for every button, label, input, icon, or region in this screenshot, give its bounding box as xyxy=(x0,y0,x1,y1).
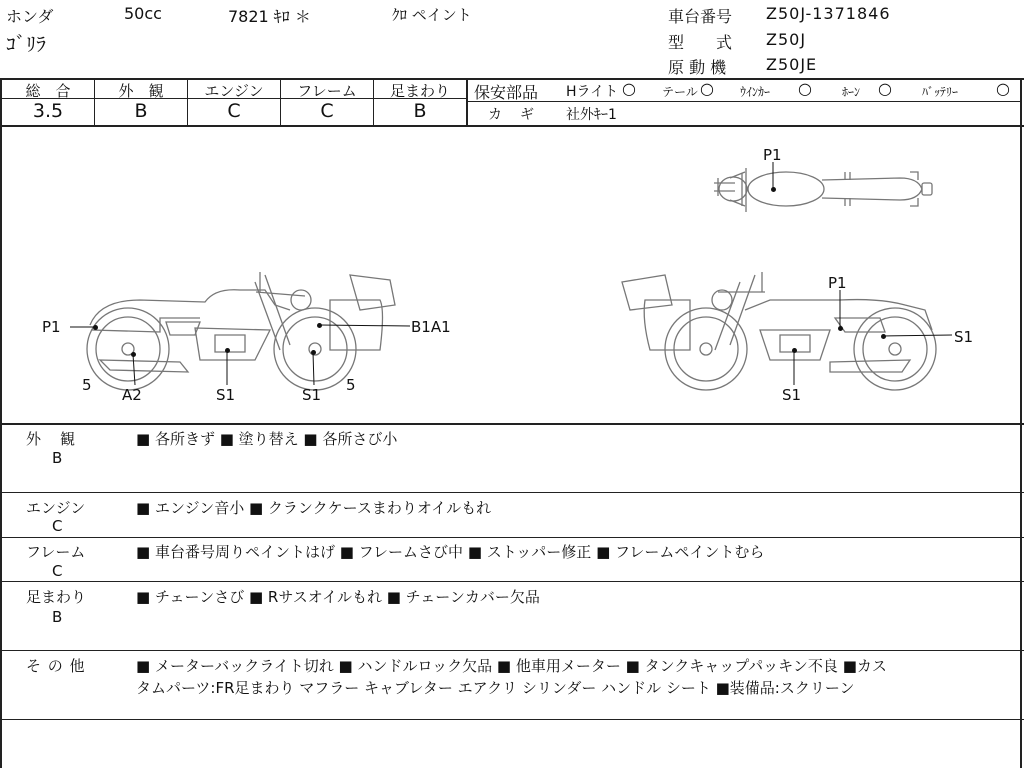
frame-no-value: Z50J-1371846 xyxy=(766,4,891,23)
remark-label: 外 観 xyxy=(26,430,78,448)
damage-label: P1 xyxy=(42,318,61,336)
displacement: 50cc xyxy=(124,4,162,23)
damage-label: 5 xyxy=(346,376,356,394)
remark-label: エンジン xyxy=(26,499,86,517)
damage-label: S1 xyxy=(954,328,974,346)
engine-label: 原 動 機 xyxy=(668,58,727,77)
safety-item-mark: ○ xyxy=(996,79,1010,98)
marker-dot xyxy=(311,350,316,355)
safety-label: 保安部品 xyxy=(474,83,539,102)
damage-label: S1 xyxy=(216,386,236,404)
remark-grade: C xyxy=(52,517,63,535)
marker-dot xyxy=(881,334,886,339)
remark-text: ■ メーターバックライト切れ ■ ハンドルロック欠品 ■ 他車用メーター ■ タンクキャップパッキン不良 ■カス xyxy=(136,657,887,675)
remark-label: 足まわり xyxy=(26,588,87,606)
marker-dot xyxy=(317,323,322,328)
engine-value: Z50JE xyxy=(766,55,818,74)
type-label: 型 式 xyxy=(668,33,733,52)
grade-value: C xyxy=(320,100,334,122)
marker-dot xyxy=(792,348,797,353)
marker-dot xyxy=(771,187,776,192)
grade-label: 総 合 xyxy=(25,82,71,100)
damage-label: P1 xyxy=(828,274,847,292)
type-value: Z50J xyxy=(766,30,807,49)
safety-item-name: ｳｲﾝｶｰ xyxy=(740,85,771,99)
damage-label: S1 xyxy=(302,386,322,404)
remark-label: フレーム xyxy=(26,543,86,561)
marker-dot xyxy=(131,352,136,357)
remark-text: ■ チェーンさび ■ Rサスオイルもれ ■ チェーンカバー欠品 xyxy=(136,588,540,606)
safety-item-name: Hライト xyxy=(566,84,619,100)
remark-text: ■ エンジン音小 ■ クランクケースまわりオイルもれ xyxy=(136,499,492,517)
key-label: カ ギ xyxy=(488,107,536,123)
safety-item-mark: ○ xyxy=(622,79,636,98)
maker: ホンダ xyxy=(6,7,54,26)
marker-dot xyxy=(93,325,98,330)
damage-label: B1A1 xyxy=(411,318,451,336)
right-side-motorcycle xyxy=(622,272,936,390)
safety-item-mark: ○ xyxy=(700,79,714,98)
marker-dot xyxy=(225,348,230,353)
color: ｸﾛ ペイント xyxy=(392,6,472,24)
model-name: ｺﾞﾘﾗ xyxy=(6,32,46,56)
grade-value: B xyxy=(134,100,148,122)
safety-item-name: テール xyxy=(662,85,698,99)
safety-item-name: ﾊﾞｯﾃﾘｰ xyxy=(922,85,959,99)
safety-item-name: ﾎｰﾝ xyxy=(842,85,861,99)
safety-item-mark: ○ xyxy=(798,79,812,98)
left-side-motorcycle xyxy=(87,272,395,390)
grade-label: 外 観 xyxy=(118,82,164,100)
grade-label: 足まわり xyxy=(389,82,450,100)
grade-label: フレーム xyxy=(297,82,357,100)
grade-value: C xyxy=(227,100,241,122)
damage-label: S1 xyxy=(782,386,802,404)
damage-label: A2 xyxy=(122,386,142,404)
safety-item-mark: ○ xyxy=(878,79,892,98)
damage-label: P1 xyxy=(763,146,782,164)
marker-dot xyxy=(838,326,843,331)
remark-grade: B xyxy=(52,608,63,626)
remark-text: ■ 各所きず ■ 塗り替え ■ 各所さび小 xyxy=(136,430,398,448)
remark-grade: B xyxy=(52,449,63,467)
mileage: 7821 ｷﾛ ＊ xyxy=(228,7,311,26)
damage-label: 5 xyxy=(82,376,92,394)
remark-grade: C xyxy=(52,562,63,580)
remark-text: タムパーツ:FR足まわり マフラー キャブレター エアクリ シリンダー ハンドル シート ■装備品:スクリーン xyxy=(136,679,855,697)
remark-label: そ の 他 xyxy=(26,657,86,675)
grade-value: 3.5 xyxy=(32,100,64,122)
grade-value: B xyxy=(413,100,427,122)
top-view-motorcycle xyxy=(714,168,932,212)
key-value: 社外ｷｰ1 xyxy=(566,107,617,123)
remark-text: ■ 車台番号周りペイントはげ ■ フレームさび中 ■ ストッパー修正 ■ フレームペイントむら xyxy=(136,543,765,561)
frame-no-label: 車台番号 xyxy=(668,7,733,26)
grade-label: エンジン xyxy=(204,82,264,100)
